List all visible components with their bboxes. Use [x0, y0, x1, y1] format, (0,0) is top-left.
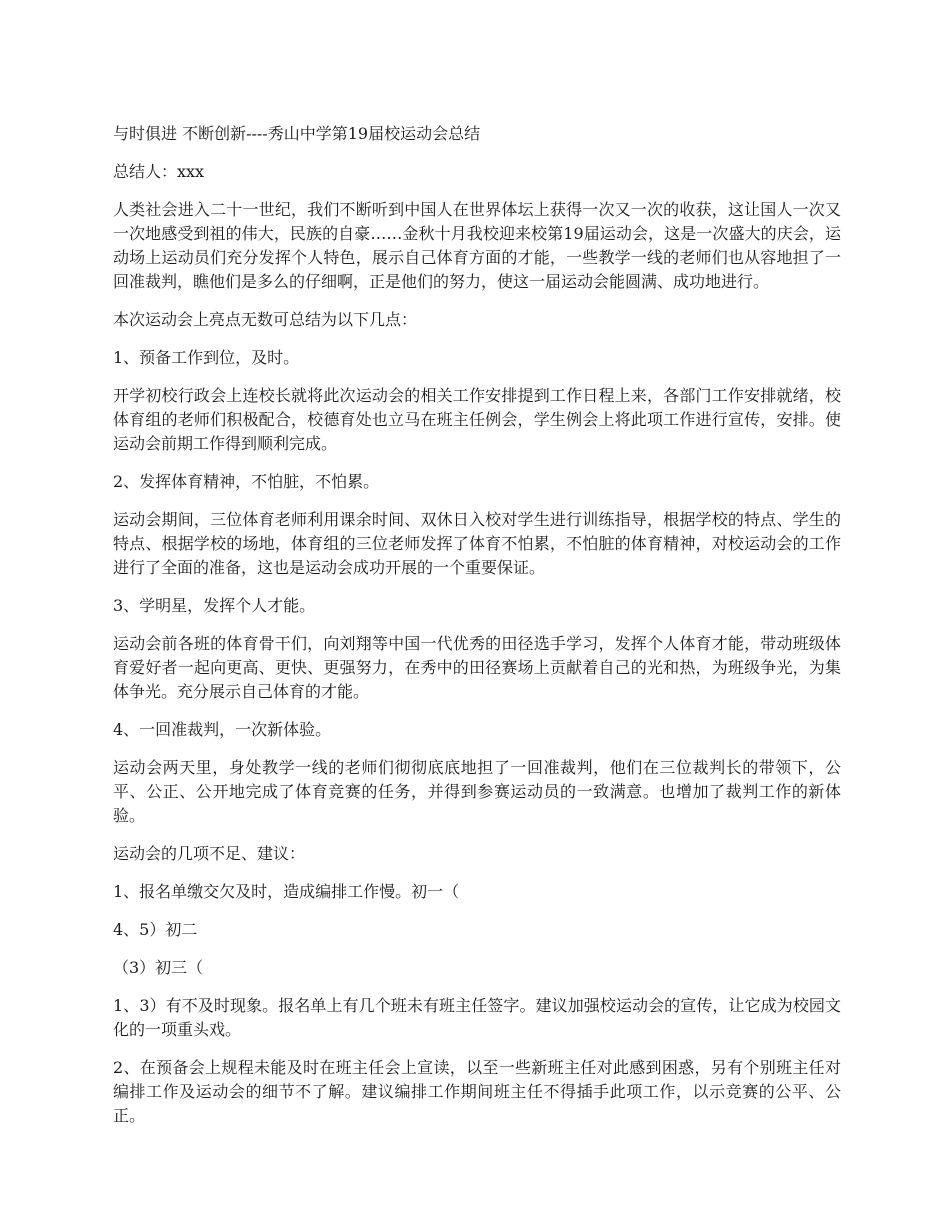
section-heading: 3、学明星，发挥个人才能。 — [113, 596, 316, 615]
paragraph: 运动会两天里，身处教学一线的老师们彻彻底底地担了一回准裁判，他们在三位裁判长的带领下，公平、公正、公开地完成了体育竞赛的任务，并得到参赛运动员的一致满意。也增加了裁判工作的新体验。 — [113, 758, 841, 825]
paragraph: （3）初三（ — [113, 958, 204, 977]
paragraph: 本次运动会上亮点无数可总结为以下几点： — [113, 310, 418, 329]
section-heading: 1、预备工作到位，及时。 — [113, 348, 300, 367]
paragraph: 2、在预备会上规程未能及时在班主任会上宣读，以至一些新班主任对此感到困惑，另有个别班主任对编排工作及运动会的细节不了解。建议编排工作期间班主任不得插手此项工作，以示竞赛的公平、公正。 — [113, 1058, 841, 1125]
paragraph: 运动会期间，三位体育老师利用课余时间、双休日入校对学生进行训练指导，根据学校的特点、学生的特点、根据学校的场地，体育组的三位老师发挥了体育不怕累，不怕脏的体育精神，对校运动会的工作进行了全面的准备，这也是运动会成功开展的一个重要保证。 — [113, 510, 841, 577]
document-page — [113, 122, 841, 1142]
paragraph: 1、报名单缴交欠及时，造成编排工作慢。初一（ — [113, 882, 460, 901]
section-heading: 2、发挥体育精神，不怕脏，不怕累。 — [113, 472, 380, 491]
section-heading: 4、一回准裁判，一次新体验。 — [113, 720, 332, 739]
paragraph: 运动会的几项不足、建议： — [113, 844, 306, 863]
document-title: 与时俱进 不断创新----秀山中学第19届校运动会总结 — [113, 124, 481, 143]
author-line: 总结人：xxx — [113, 162, 205, 181]
paragraph: 4、5）初二 — [113, 920, 198, 939]
paragraph: 开学初校行政会上连校长就将此次运动会的相关工作安排提到工作日程上来，各部门工作安排就绪，校体育组的老师们积极配合，校德育处也立马在班主任例会，学生例会上将此项工作进行宣传，安排。使运动会前期工作得到顺利完成。 — [113, 386, 841, 453]
paragraph: 运动会前各班的体育骨干们，向刘翔等中国一代优秀的田径选手学习，发挥个人体育才能，带动班级体育爱好者一起向更高、更快、更强努力，在秀中的田径赛场上贡献着自己的光和热，为班级争光，为集体争光。充分展示自己体育的才能。 — [113, 634, 841, 701]
paragraph: 人类社会进入二十一世纪，我们不断听到中国人在世界体坛上获得一次又一次的收获，这让国人一次又一次地感受到祖的伟大，民族的自豪……金秋十月我校迎来校第19届运动会，这是一次盛大的庆会，运动场上运动员们充分发挥个人特色，展示自己体育方面的才能，一些教学一线的老师们也从容地担了一回准裁判，瞧他们是多么的仔细啊，正是他们的努力，使这一届运动会能圆满、成功地进行。 — [113, 200, 841, 291]
paragraph: 1、3）有不及时现象。报名单上有几个班未有班主任签字。建议加强校运动会的宣传，让它成为校园文化的一项重头戏。 — [113, 996, 841, 1039]
